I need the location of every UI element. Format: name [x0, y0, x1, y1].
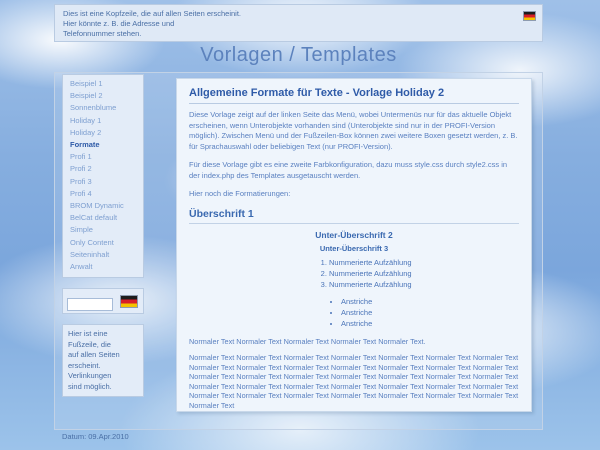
content-title: Allgemeine Formate für Texte - Vorlage Holiday 2	[189, 87, 519, 104]
content-paragraph-1: Diese Vorlage zeigt auf der linken Seite das Menü, wobei Untermenüs nur für das aktuelle Objekt erscheinen, wenn Unterobjekte vorhanden sind (Unterobjekte sind nur in der PROFI-Version möglich). Zwischen Menü und der Fußzeilen-Box können zwei weitere Boxen gesetzt werden, z. B. für Sprachauswahl oder beliebigen Text (nur PROFI-Version).	[189, 110, 518, 151]
heading-1: Überschrift 1	[189, 208, 519, 224]
page-title: Vorlagen / Templates	[200, 44, 397, 66]
sidebar-item-sonnenblume[interactable]: Sonnenblume	[70, 103, 117, 113]
list-item: • Anstriche	[341, 318, 519, 329]
list-item: 2. Nummerierte Aufzählung	[329, 268, 519, 279]
german-flag-icon[interactable]	[120, 295, 138, 308]
sidebar-footer-box	[62, 324, 144, 397]
sidebar-item-profi-3[interactable]: Profi 3	[70, 176, 92, 186]
heading-2: Unter-Überschrift 2	[315, 229, 393, 240]
sidebar-item-brom-dynamic[interactable]: BROM Dynamic	[70, 201, 124, 211]
sidebar-item-beispiel-1[interactable]: Beispiel 1	[70, 79, 103, 88]
sidebar-item-holiday-2[interactable]: Holiday 2	[70, 127, 102, 137]
date-label: Datum: 09.Apr.2010	[62, 432, 129, 441]
search-input[interactable]	[67, 298, 113, 311]
header-line-1: Dies ist eine Kopfzeile, die auf allen Seiten erscheinit.	[63, 9, 242, 18]
sidebar-item-simple[interactable]: Simple	[70, 225, 93, 235]
footer-line-1: Hier ist eine Fußzeile, die	[68, 329, 111, 349]
sidebar-item-anwalt[interactable]: Anwalt	[70, 262, 93, 272]
german-flag-icon[interactable]	[523, 11, 536, 21]
search-box	[62, 288, 144, 314]
ordered-list	[189, 257, 519, 290]
heading-3: Unter-Überschrift 3	[319, 243, 389, 253]
normal-text-block-2: Normaler Text Normaler Text Normaler Text Normaler Text Normaler Text Normaler Text Normaler Text Normaler Text Normaler Text Normaler Text Normaler Text Normaler Text Normaler Text Normaler Text Normaler Text Normaler Text Normaler Text Normaler Text Normaler Text Normaler Text Normaler Text Normaler Text Normaler Text Normaler Text Normaler Text Normaler Text Normaler Text Normaler Text Normaler Text Normaler Text Normaler Text Normaler Text Normaler Text Normaler Text Normaler Text Normaler Text	[189, 353, 519, 411]
header-line-2: Hier könnte z. B. die Adresse und	[63, 19, 175, 28]
list-item: 1. Nummerierte Aufzählung	[329, 257, 519, 268]
footer-line-3: erscheint. Verlinkungen	[68, 360, 112, 381]
sidebar	[62, 74, 144, 397]
main-content	[176, 78, 532, 412]
list-item: • Anstriche	[341, 296, 519, 307]
sidebar-item-profi-2[interactable]: Profi 2	[70, 164, 92, 174]
sidebar-item-belcat-default[interactable]: BelCat default	[70, 213, 118, 223]
sidebar-item-profi-1[interactable]: Profi 1	[70, 152, 92, 162]
footer-line-2: auf allen Seiten	[68, 350, 120, 360]
sidebar-item-only-content[interactable]: Only Content	[70, 237, 114, 247]
sidebar-item-seiteninhalt[interactable]: Seiteninhalt	[70, 249, 110, 259]
normal-text-block-1: Normaler Text Normaler Text Normaler Text Normaler Text Normaler Text.	[189, 336, 426, 346]
footer-line-4: sind möglich.	[68, 381, 112, 391]
header-line-3: Telefonnummer stehen.	[63, 29, 142, 38]
page-header-bar	[54, 4, 543, 42]
content-paragraph-3: Hier noch die Formatierungen:	[189, 189, 291, 198]
sidebar-item-beispiel-2[interactable]: Beispiel 2	[70, 91, 103, 101]
sidebar-item-formate[interactable]: Formate	[70, 140, 100, 150]
content-paragraph-2: Für diese Vorlage gibt es eine zweite Farbkonfiguration, dazu muss style.css durch style2.css in der index.php des Templates ausgetauscht werden.	[189, 160, 508, 180]
sidebar-item-holiday-1[interactable]: Holiday 1	[70, 115, 102, 125]
list-item: 3. Nummerierte Aufzählung	[329, 279, 519, 290]
sidebar-item-profi-4[interactable]: Profi 4	[70, 188, 92, 198]
sidebar-menu	[62, 74, 144, 278]
list-item: • Anstriche	[341, 307, 519, 318]
bullet-list	[189, 296, 519, 329]
